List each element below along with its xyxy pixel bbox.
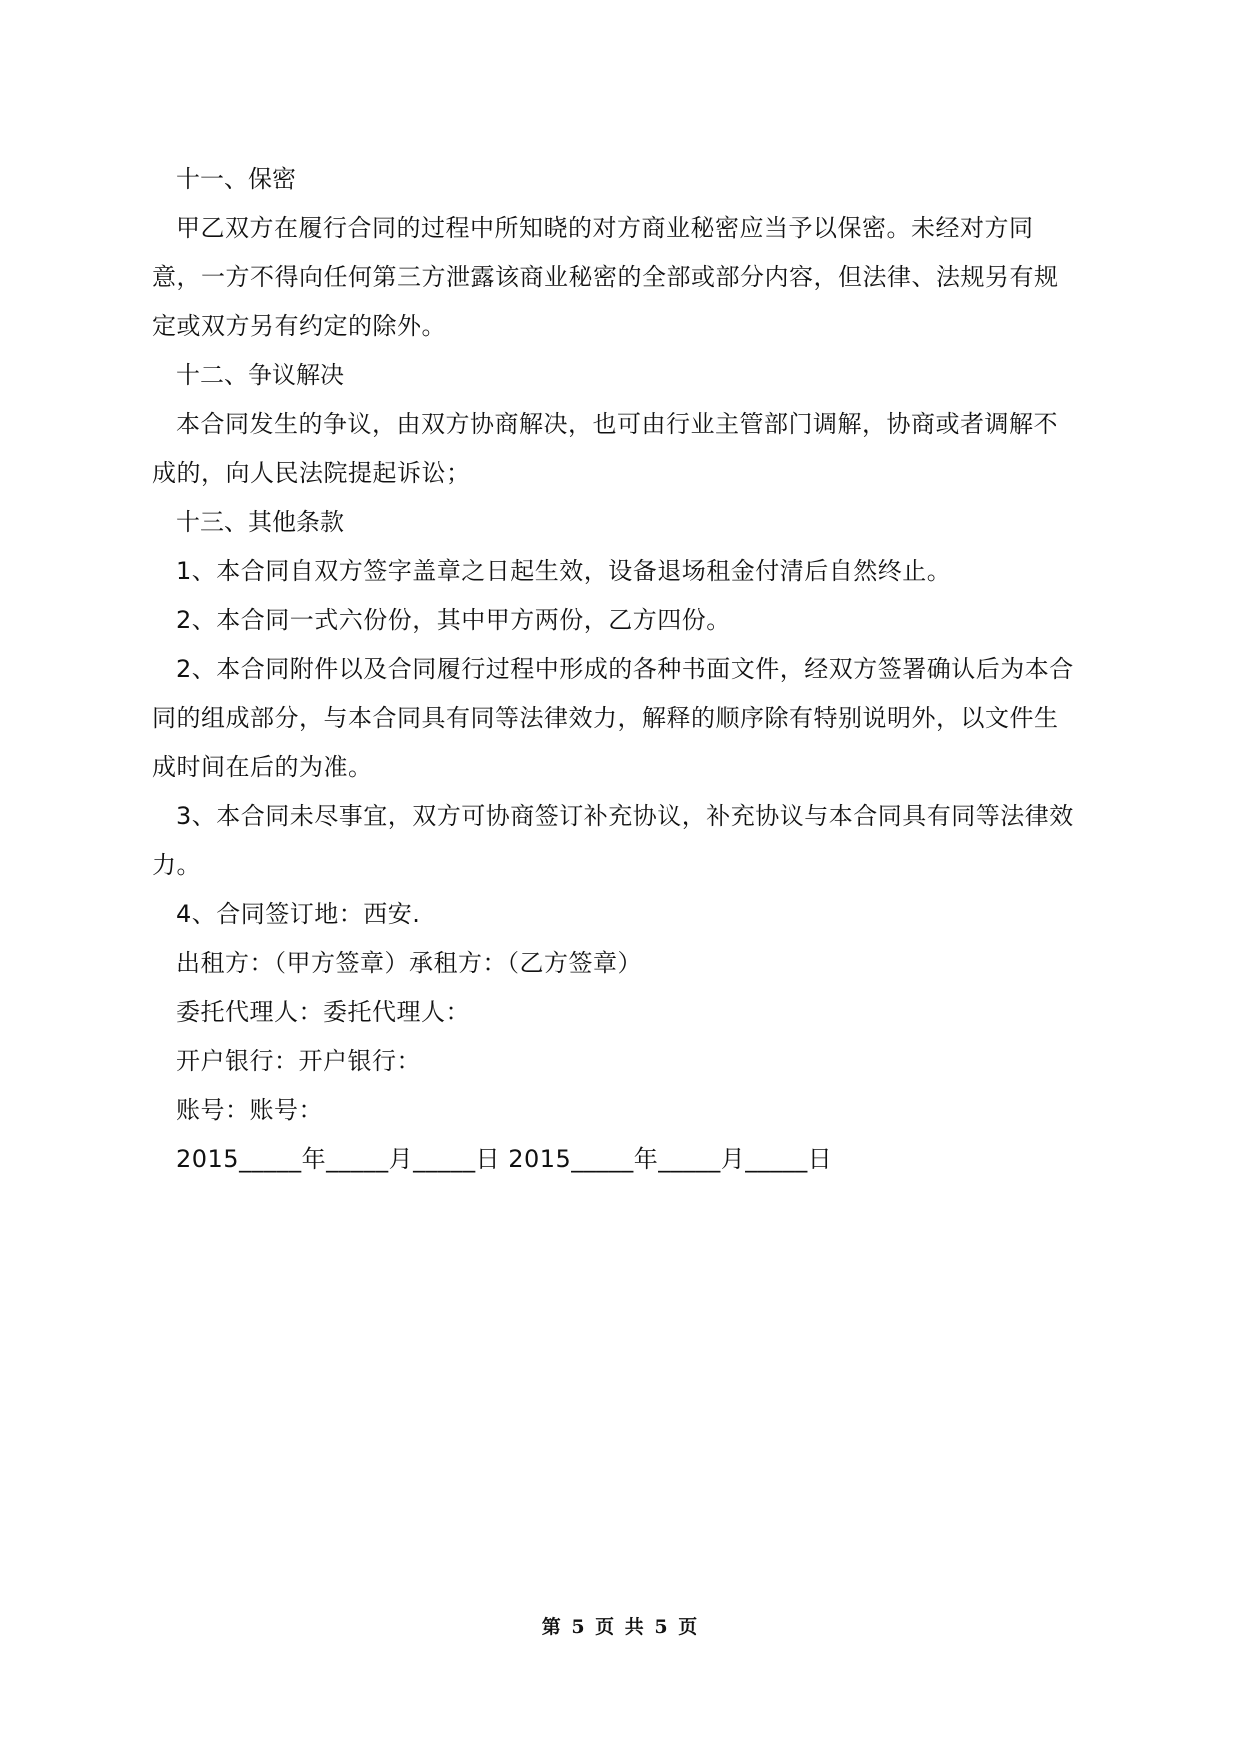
section-heading-confidentiality: 十一、保密 [176,165,296,193]
clause-2b: 2、本合同附件以及合同履行过程中形成的各种书面文件，经双方签署确认后为本合同的组成部分，与本合同具有同等法律效力，解释的顺序除有特别说明外，以文件生成时间在后的为准。 [152,655,1074,781]
clause-3: 3、本合同未尽事宜，双方可协商签订补充协议，补充协议与本合同具有同等法律效力。 [152,802,1074,879]
paragraph-dispute: 本合同发生的争议，由双方协商解决，也可由行业主管部门调解，协商或者调解不成的，向人民法院提起诉讼； [152,410,1058,487]
clause-1: 1、本合同自双方签字盖章之日起生效，设备退场租金付清后自然终止。 [176,557,952,585]
signature-dates: 2015_____年_____月_____日 2015_____年_____月_____日 [176,1145,833,1173]
clause-2a: 2、本合同一式六份份，其中甲方两份，乙方四份。 [176,606,731,634]
signature-parties: 出租方：（甲方签章）承租方：（乙方签章） [176,949,642,977]
signature-agents: 委托代理人：委托代理人： [176,998,470,1026]
section-heading-other-terms: 十三、其他条款 [176,508,344,536]
clause-4: 4、合同签订地：西安. [176,900,421,928]
signature-banks: 开户银行：开户银行： [176,1047,421,1075]
section-heading-dispute: 十二、争议解决 [176,361,344,389]
signature-accounts: 账号：账号： [176,1096,323,1124]
document-body [152,155,1082,1184]
paragraph-confidentiality: 甲乙双方在履行合同的过程中所知晓的对方商业秘密应当予以保密。未经对方同意，一方不得向任何第三方泄露该商业秘密的全部或部分内容，但法律、法规另有规定或双方另有约定的除外。 [152,214,1059,340]
page-number-footer: 第 5 页 共 5 页 [541,1616,700,1638]
